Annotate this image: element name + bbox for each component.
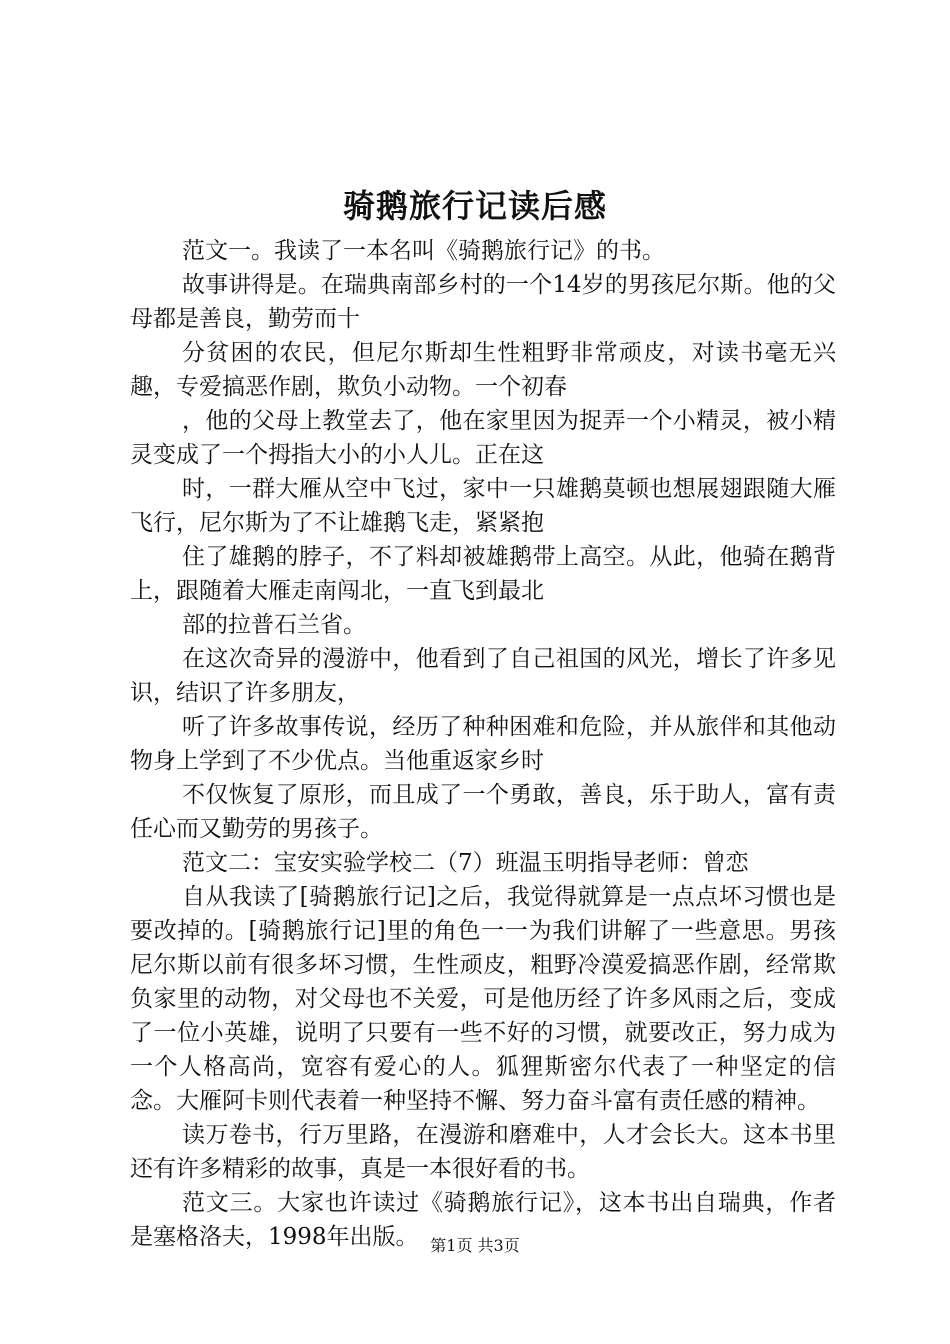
- paragraph: 分贫困的农民，但尼尔斯却生性粗野非常顽皮，对读书毫无兴趣，专爱搞恶作剧，欺负小动物。一个初春: [130, 340, 836, 400]
- paragraph: 部的拉普石兰省。: [182, 612, 366, 638]
- document-title: 骑鹅旅行记读后感: [342, 187, 607, 225]
- paragraph: 听了许多故事传说，经历了种种困难和危险，并从旅伴和其他动物身上学到了不少优点。当他重返家乡时: [130, 714, 836, 774]
- paragraph: 在这次奇异的漫游中，他看到了自己祖国的风光，增长了许多见识，结识了许多朋友，: [130, 646, 836, 706]
- document-body: [130, 234, 836, 1254]
- paragraph: 范文二：宝安实验学校二（7）班温玉明指导老师：曾恋: [182, 850, 749, 876]
- paragraph: 住了雄鹅的脖子，不了料却被雄鹅带上高空。从此，他骑在鹅背上，跟随着大雁走南闯北，一直飞到最北: [130, 544, 836, 604]
- paragraph: 不仅恢复了原形，而且成了一个勇敢，善良，乐于助人，富有责任心而又勤劳的男孩子。: [130, 782, 836, 842]
- page-footer: 第1页 共3页: [430, 1236, 520, 1255]
- paragraph: 范文一。我读了一本名叫《骑鹅旅行记》的书。: [182, 238, 665, 264]
- paragraph: 范文三。大家也许读过《骑鹅旅行记》，这本书出自瑞典，作者是塞格洛夫，1998年出版。: [130, 1190, 836, 1250]
- paragraph: 时，一群大雁从空中飞过，家中一只雄鹅莫顿也想展翅跟随大雁飞行，尼尔斯为了不让雄鹅飞走，紧紧抱: [130, 476, 836, 536]
- paragraph: 故事讲得是。在瑞典南部乡村的一个14岁的男孩尼尔斯。他的父母都是善良，勤劳而十: [130, 272, 836, 332]
- paragraph: 自从我读了[骑鹅旅行记]之后，我觉得就算是一点点坏习惯也是要改掉的。[骑鹅旅行记]里的角色一一为我们讲解了一些意思。男孩尼尔斯以前有很多坏习惯，生性顽皮，粗野冷漠爱搞恶作剧，经常欺负家里的动物，对父母也不关爱，可是他历经了许多风雨之后，变成了一位小英雄，说明了只要有一些不好的习惯，就要改正，努力成为一个人格高尚，宽容有爱心的人。狐狸斯密尔代表了一种坚定的信念。大雁阿卡则代表着一种坚持不懈、努力奋斗富有责任感的精神。: [130, 884, 836, 1114]
- paragraph: 读万卷书，行万里路，在漫游和磨难中，人才会长大。这本书里还有许多精彩的故事，真是一本很好看的书。: [130, 1122, 836, 1182]
- paragraph: ，他的父母上教堂去了，他在家里因为捉弄一个小精灵，被小精灵变成了一个拇指大小的小人儿。正在这: [130, 408, 836, 468]
